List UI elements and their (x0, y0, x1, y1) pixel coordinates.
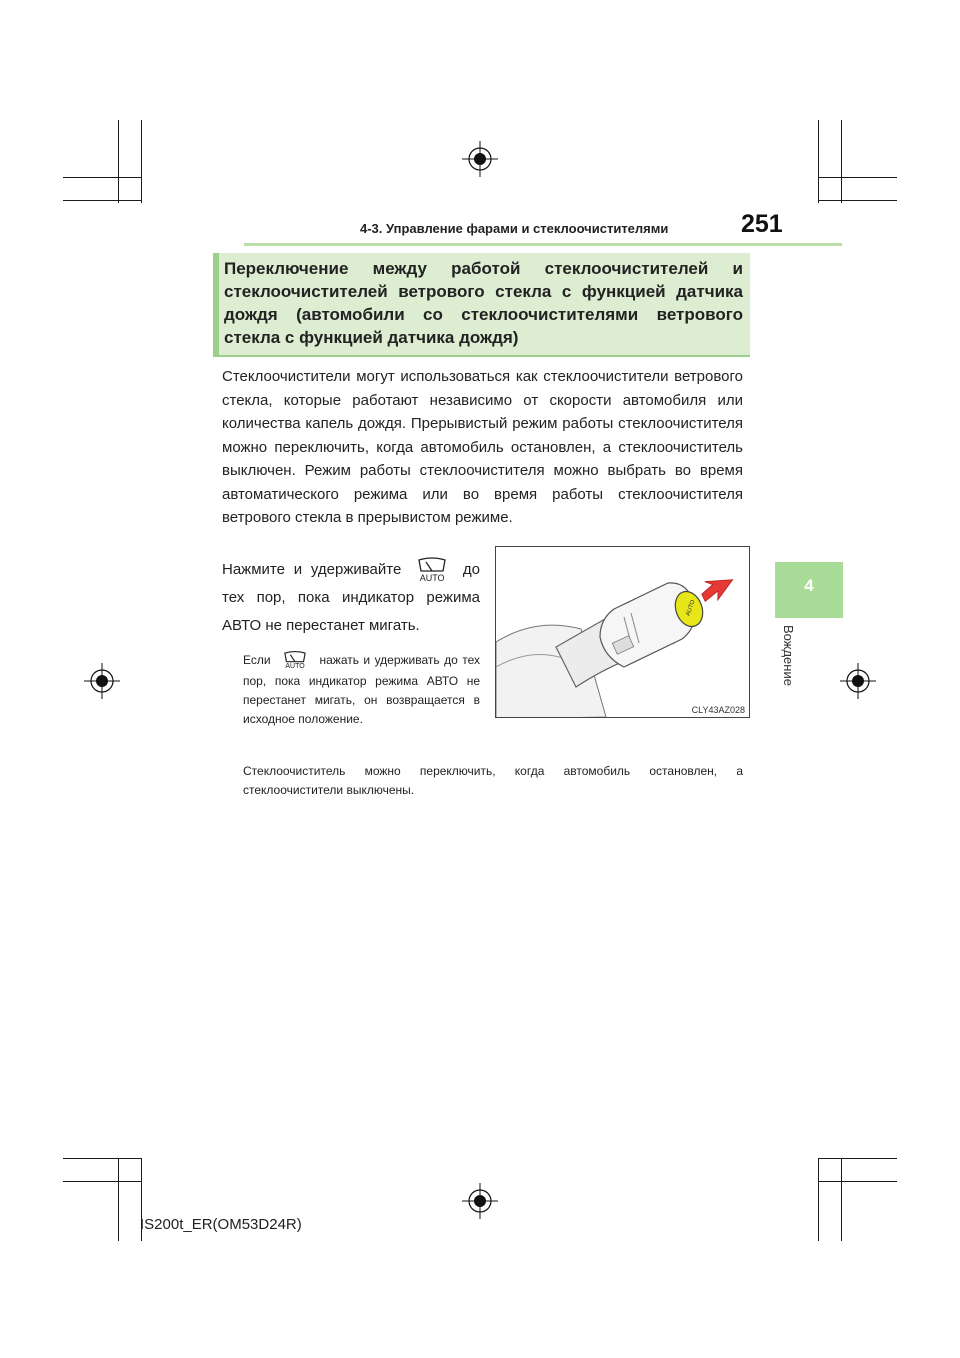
crop-mark (818, 1158, 897, 1159)
crop-mark (63, 177, 142, 178)
instruction (222, 556, 480, 640)
figure-button-label: AUTO (685, 599, 697, 617)
note-switch-condition: Стеклоочиститель можно переключить, когда автомобиль остановлен, а стеклоочистители выключены. (243, 764, 743, 797)
crop-mark (118, 1158, 119, 1241)
chapter-label: Вождение (781, 625, 796, 686)
crop-mark (141, 120, 142, 203)
manual-code: IS200t_ER(OM53D24R) (140, 1216, 302, 1233)
section-title: 4-3. Управление фарами и стеклоочистителями (360, 221, 669, 236)
crop-mark (118, 120, 119, 203)
note-before: Если (243, 653, 271, 668)
crop-mark (841, 1158, 842, 1241)
crop-mark (818, 120, 819, 203)
wiper-icon-label: AUTO (285, 663, 305, 670)
crop-mark (63, 1158, 142, 1159)
note-after: нажать и удерживать до тех пор, пока индикатор режима АВТО не перестанет мигать, он возвращается в исходное положение. (243, 653, 480, 726)
figure-code: CLY43AZ028 (691, 705, 745, 715)
chapter-number: 4 (804, 576, 814, 595)
body-paragraph: Стеклоочистители могут использоваться как стеклоочистители ветрового стекла, которые работают независимо от скорости автомобиля или количества капель дождя. Прерывистый режим работы стеклоочистителя можно переключить, когда автомобиль остановлен, а стеклоочиститель выключен. Режим работы стеклоочистителя можно выбрать во время автоматического режима или во время работы стеклоочистителя ветрового стекла в прерывистом режиме. (222, 368, 743, 526)
wiper-icon-label: AUTO (419, 573, 445, 584)
instruction-before: Нажмите и удерживайте (222, 561, 402, 578)
heading-divider (213, 355, 750, 357)
crop-mark (818, 177, 897, 178)
wiper-auto-icon (414, 556, 450, 584)
registration-mark-icon (84, 663, 120, 699)
registration-mark-icon (462, 1183, 498, 1219)
crop-mark (63, 1181, 142, 1182)
crop-mark (818, 1158, 819, 1241)
section-heading: Переключение между работой стеклоочистителей и стеклоочистителей ветрового стекла с функцией датчика дождя (автомобили со стеклоочистителями ветрового стекла с функцией датчика дождя) (224, 259, 743, 347)
crop-mark (818, 200, 897, 201)
instruction-after: до тех пор, пока индикатор режима АВТО не перестанет мигать. (222, 561, 481, 635)
header-divider (244, 243, 842, 246)
registration-mark-icon (462, 141, 498, 177)
page-number: 251 (741, 210, 783, 238)
crop-mark (63, 200, 142, 201)
wiper-switch-figure (495, 546, 750, 718)
crop-mark (841, 120, 842, 203)
wiper-lever-illustration (496, 547, 750, 718)
wiper-auto-icon (281, 650, 309, 672)
registration-mark-icon (840, 663, 876, 699)
crop-mark (818, 1181, 897, 1182)
note-auto-reset (243, 650, 480, 729)
